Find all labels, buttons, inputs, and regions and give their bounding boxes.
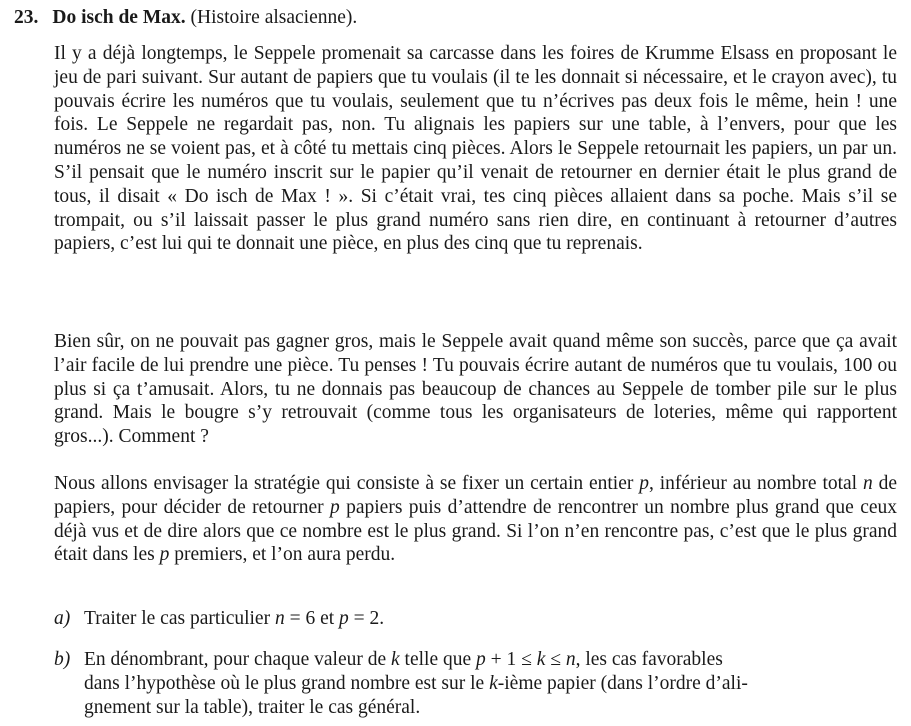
strategy-text: Nous allons envisager la stratégie qui consiste à se fixer un certain entier (54, 473, 640, 494)
question-b-text: dans l’hypothèse où le plus grand nombre est sur le (84, 673, 490, 694)
question-b-text: telle que (399, 649, 477, 670)
question-a-text: = 2. (348, 608, 385, 629)
question-b-text: -ième papier (dans l’ordre d’ali- (497, 673, 748, 694)
question-a (54, 607, 897, 631)
strategy-text: papiers puis d’attendre de rencontrer un nombre plus grand que ceux déjà vus et de dire alors que ce nombre est le plus grand. Si l’on n’en rencontre pas, c’est que le plus grand était dans les (54, 496, 898, 566)
question-b (54, 648, 897, 720)
question-b-text: , les cas favorables (575, 649, 723, 670)
question-b-text: + 1 ≤ (485, 649, 537, 670)
question-b-text: En dénombrant, pour chaque valeur de (84, 649, 392, 670)
question-b-line-3: gnement sur la table), traiter le cas général. (84, 697, 421, 718)
story-paragraph-2: Bien sûr, on ne pouvait pas gagner gros, mais le Seppele avait quand même son succès, parce que ça avait l’air facile de lui prendre une pièce. Tu penses ! Tu pouvais écrire autant de numéros que tu voulais, 100 ou plus si ça t’amusait. Alors, tu ne donnais pas beaucoup de chances au Seppele de tomber pile sur le plus grand. Mais le bougre s’y retrouvait (comme tous les organisateurs de loteries, même qui rapportent gros...). Comment ? (54, 331, 897, 448)
exercise-number: 23. (14, 7, 39, 28)
strategy-text: , inférieur au nombre total (649, 473, 863, 494)
math-n: n (565, 649, 576, 670)
strategy-paragraph (54, 472, 897, 567)
exercise-heading (14, 6, 357, 30)
math-n: n (274, 608, 285, 629)
question-a-text: Traiter le cas particulier (84, 608, 275, 629)
math-p: p (476, 649, 486, 670)
math-n: n (862, 473, 873, 494)
exercise-title: Do isch de Max. (52, 7, 186, 28)
strategy-text: premiers, et l’on aura perdu. (169, 544, 396, 566)
math-p: p (329, 496, 340, 518)
story-paragraph-1: Il y a déjà longtemps, le Seppele promenait sa carcasse dans les foires de Krumme Elsass en proposant le jeu de pari suivant. Sur autant de papiers que tu voulais (il te les donnait si nécessaire, et le crayon avec), tu pouvais écrire les numéros que tu voulais, seulement que tu n’écrives pas deux fois le même, hein ! une fois. Le Seppele ne regardait pas, non. Tu alignais les papiers sur une table, à l’envers, pour que les numéros ne se voient pas, et à côté tu mettais cinq pièces. Alors le Seppele retournait les papiers, un par un. S’il pensait que le numéro inscrit sur le papier qu’il venait de retourner en dernier était le plus grand de tous, il disait « Do isch de Max ! ». Si c’était vrai, tes cinq pièces allaient dans sa poche. Mais s’il se trompait, ou s’il laissait passer le plus grand numéro sans rien dire, en continuant à retourner d’autres papiers, c’est lui qui te donnait une pièce, en plus des cinq que tu reprenais. (54, 43, 897, 255)
math-k: k (391, 649, 400, 670)
question-b-text: ≤ (545, 649, 566, 670)
question-a-label: a) (54, 608, 71, 629)
strategy-text: de papiers, pour décider de retourner (54, 473, 897, 518)
math-k: k (489, 673, 498, 694)
math-p: p (639, 473, 649, 494)
math-p: p (339, 608, 349, 629)
question-a-text: = 6 et (284, 608, 340, 629)
math-p: p (159, 544, 170, 566)
exercise-subtitle: (Histoire alsacienne). (190, 7, 358, 28)
math-k: k (536, 649, 546, 670)
question-b-line-1 (54, 648, 897, 672)
question-b-line-2 (54, 672, 897, 696)
question-b-label: b) (54, 649, 71, 670)
